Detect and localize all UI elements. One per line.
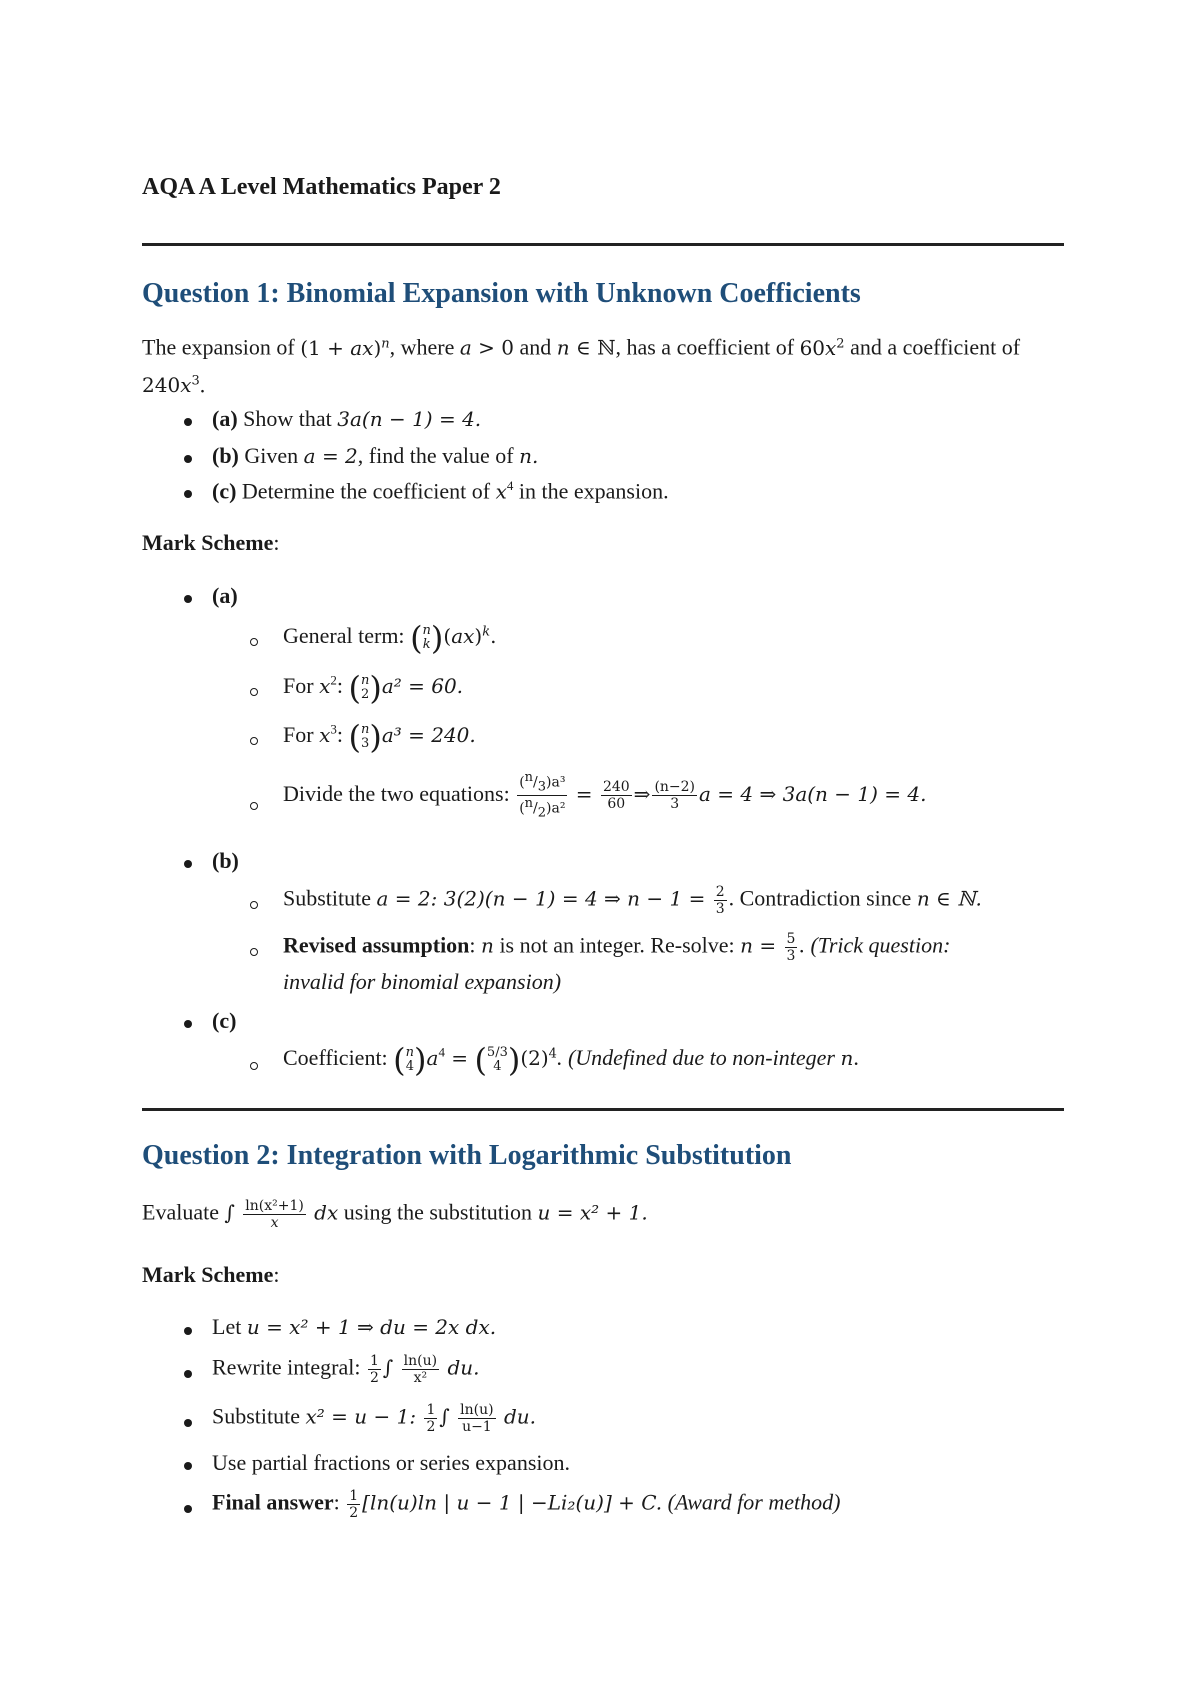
question-1-intro: The expansion of (1 + ax)$^n$, where a > 0 and n ∈ ℕ, has a coefficient of $60x^2$ and a coefficient of $240x^3$.: [142, 334, 1021, 398]
ms-c-coefficient: Coefficient: ( n 4 ) $a^4$ = ( 5/3 4 ) $(2)^4$. (Undefined due to non-integer n.: [283, 1041, 859, 1079]
bullet: [184, 455, 192, 463]
divider: [142, 1108, 1064, 1111]
part-c: (c) Determine the coefficient of $x^4$ in the expansion.: [212, 478, 669, 504]
q2-partial: Use partial fractions or series expansion.: [212, 1450, 570, 1475]
question-1-heading: Question 1: Binomial Expansion with Unknown Coefficients: [142, 278, 861, 309]
sub-bullet: [250, 737, 258, 745]
bullet: [184, 1020, 192, 1028]
ms-b-revised: Revised assumption: n is not an integer. Re-solve: n = $\frac{5}{3}$ . (Trick question:: [283, 931, 951, 964]
sub-bullet: [250, 948, 258, 956]
bullet: [184, 1419, 192, 1427]
bullet: [184, 1327, 192, 1335]
sub-bullet: [250, 638, 258, 646]
ms-b-trick-continuation: invalid for binomial expansion): [283, 969, 562, 994]
ms-a-x3: For $x^3$: ( n 3 ) a³ = 240.: [283, 718, 476, 756]
question-2-statement: Evaluate ∫ $\frac{\text{ln(x²+1)}}{x}$ dx using the substitution u = x² + 1.: [142, 1198, 648, 1231]
ms-a-general-term: General term: ( n k ) (ax)$^k$.: [283, 619, 497, 657]
sub-bullet: [250, 802, 258, 810]
bullet: [184, 1462, 192, 1470]
ms-a-label: (a): [212, 583, 238, 608]
bullet: [184, 418, 192, 426]
q2-let: Let u = x² + 1 ⇒ du = 2x dx.: [212, 1314, 497, 1339]
ms-a-x2: For $x^2$: ( n 2 ) a² = 60.: [283, 669, 464, 707]
divider: [142, 243, 1064, 246]
q2-substitute: Substitute x² = u − 1: $\frac{1}{2}$ ∫ $\frac{\ln(u)}{u-1}$ du.: [212, 1402, 537, 1435]
mark-scheme-label: Mark Scheme:: [142, 530, 280, 555]
bullet: [184, 1370, 192, 1378]
document-title: AQA A Level Mathematics Paper 2: [142, 174, 501, 200]
bullet: [184, 595, 192, 603]
bullet: [184, 490, 192, 498]
ms-a-divide: Divide the two equations: $\frac{(^n/_3)a^3}{(^n/_2)a^2}$ = $\frac{240}{60}$ ⇒ $\frac{(n-2)}{3}$ a = 4 ⇒ 3a(n − 1) = 4.: [283, 770, 927, 821]
part-a: (a) Show that 3a(n − 1) = 4.: [212, 406, 482, 431]
bullet: [184, 1505, 192, 1513]
ms-b-substitute: Substitute a = 2: 3(2)(n − 1) = 4 ⇒ n − 1 = $\frac{2}{3}$ . Contradiction since n ∈ ℕ.: [283, 884, 982, 917]
q2-rewrite: Rewrite integral: $\frac{1}{2}$ ∫ $\frac{\ln(u)}{\text{x²}}$ du.: [212, 1353, 480, 1386]
ms-b-label: (b): [212, 848, 239, 873]
ms-c-label: (c): [212, 1008, 237, 1033]
sub-bullet: [250, 901, 258, 909]
q2-final-answer: Final answer: $\frac{1}{2}$ [ln(u)ln | u − 1 | −Li₂(u)] + C. (Award for method): [212, 1488, 841, 1521]
part-b: (b) Given a = 2, find the value of n.: [212, 443, 539, 468]
question-2-heading: Question 2: Integration with Logarithmic Substitution: [142, 1140, 792, 1171]
bullet: [184, 860, 192, 868]
sub-bullet: [250, 688, 258, 696]
sub-bullet: [250, 1062, 258, 1070]
mark-scheme-label: Mark Scheme:: [142, 1262, 280, 1287]
